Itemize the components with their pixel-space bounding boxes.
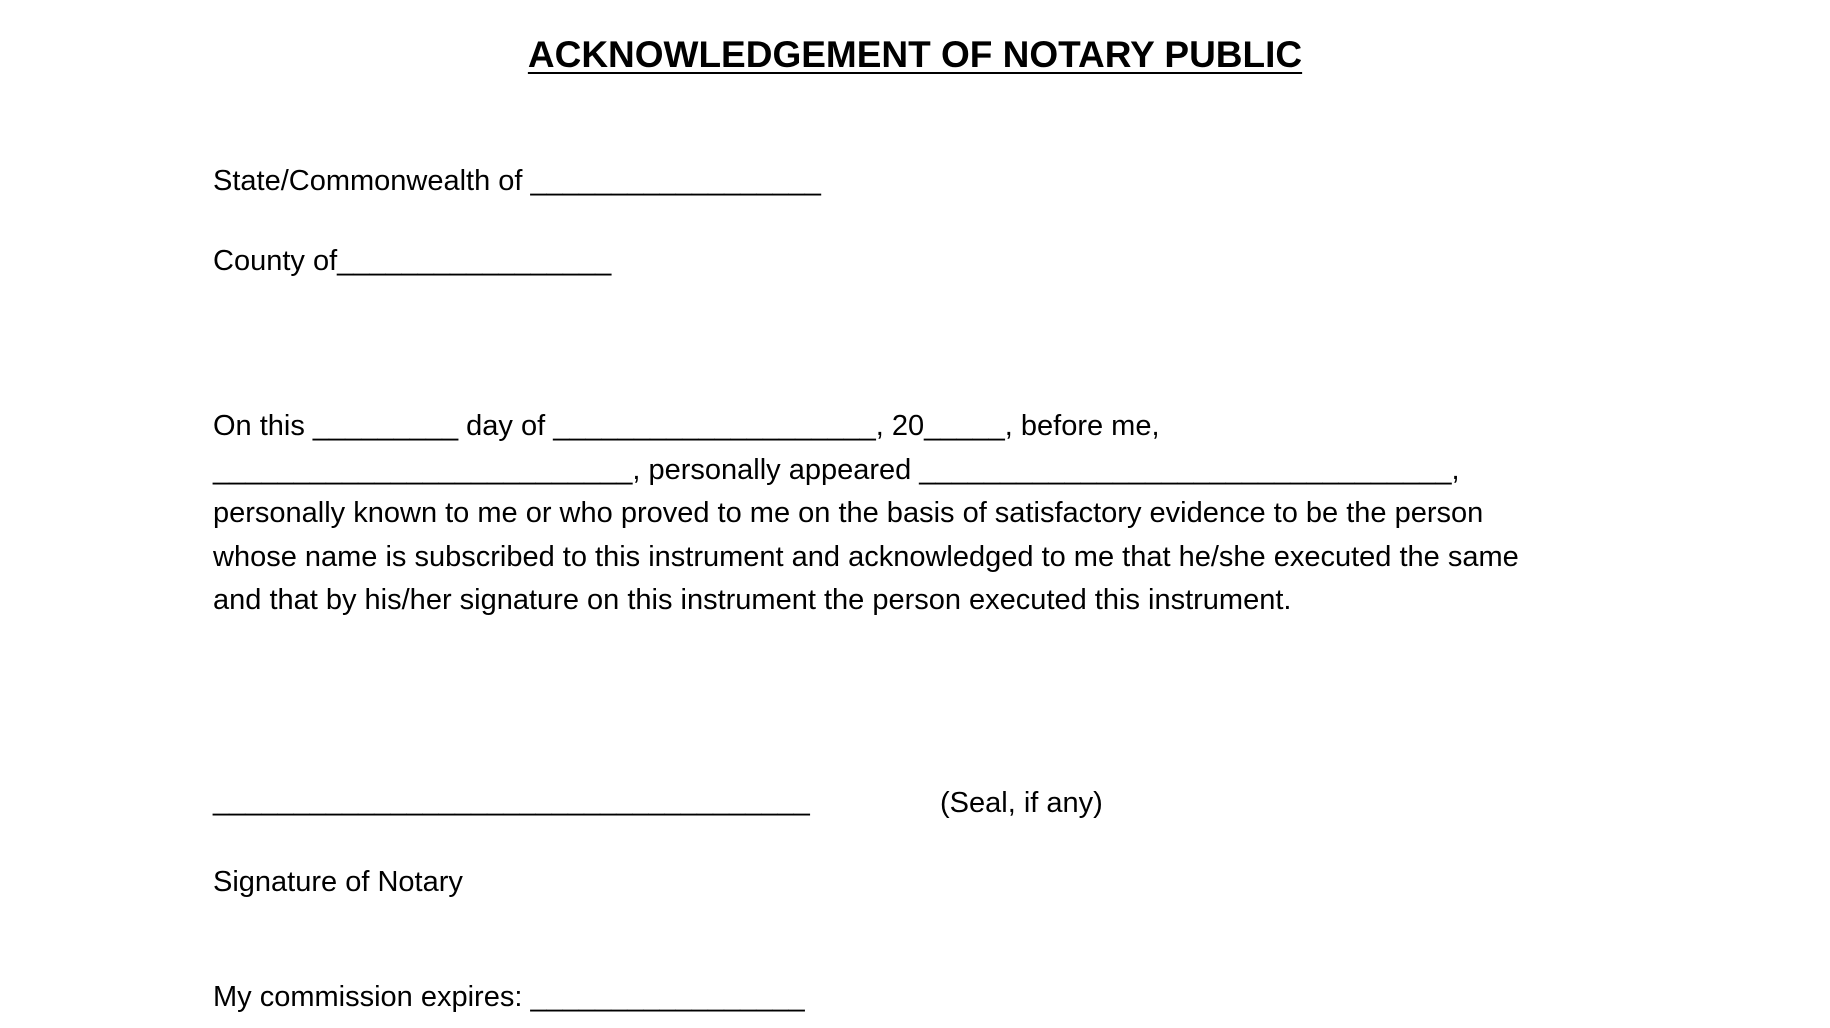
paragraph-line-appeared: __________________________, personally appeared _________________________________, (213, 453, 1460, 486)
document-title: ACKNOWLEDGEMENT OF NOTARY PUBLIC (527, 34, 1303, 75)
state-commonwealth-line: State/Commonwealth of __________________ (213, 165, 821, 197)
commission-expires-line: My commission expires: _________________ (213, 981, 805, 1013)
signature-of-notary-label: Signature of Notary (213, 866, 463, 898)
seal-label: (Seal, if any) (940, 787, 1103, 819)
paragraph-line-3: personally known to me or who proved to me on the basis of satisfactory evidence to be the person (213, 497, 1484, 529)
paragraph-line-4: whose name is subscribed to this instrument and acknowledged to me that he/she executed the same (213, 540, 1519, 573)
county-line: County of_________________ (213, 245, 612, 277)
acknowledgement-paragraph (213, 405, 1653, 623)
notary-signature-blank: _____________________________________ (213, 785, 810, 817)
paragraph-line-5: and that by his/her signature on this instrument the person executed this instrument. (213, 584, 1292, 616)
paragraph-line-date: On this _________ day of ____________________, 20_____, before me, (213, 410, 1160, 442)
